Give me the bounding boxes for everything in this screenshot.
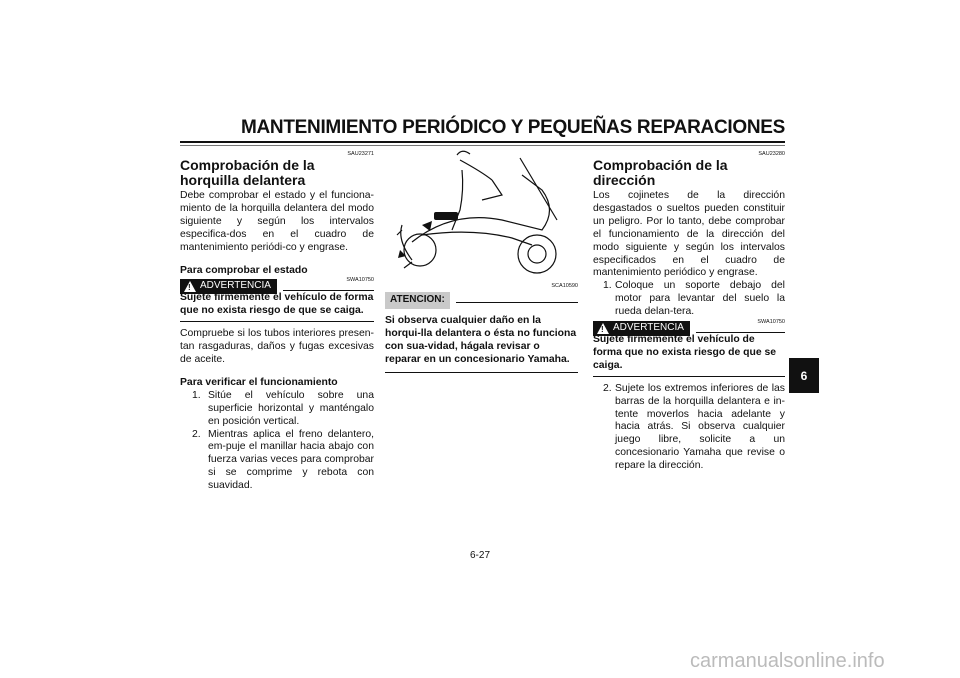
subheading-operation: Para verificar el funcionamiento [180, 376, 338, 388]
page-header-title: MANTENIMIENTO PERIÓDICO Y PEQUEÑAS REPARACIONES [240, 117, 785, 138]
warning-code: SWA10750 [346, 277, 374, 284]
operation-steps [180, 390, 374, 493]
warning-badge: ! ADVERTENCIA [593, 321, 690, 336]
chapter-tab: 6 [789, 358, 819, 393]
watermark: carmanualsonline.info [690, 650, 885, 672]
steering-steps-2 [593, 383, 785, 473]
caution-box [385, 282, 578, 373]
caution-text: Si observa cualquier daño en la horqui-lla delantera o ésta no funciona con sua-vidad, hágala revisar o reparar en un concesionario Yamaha. [385, 315, 578, 373]
warning-triangle-icon: ! [597, 323, 609, 334]
section-code: SAU23280 [758, 151, 785, 157]
section-title-fork: Comprobación de la horquilla delantera [180, 157, 315, 188]
scooter-illustration [392, 150, 580, 278]
page-number: 6-27 [469, 550, 490, 561]
fork-intro: Debe comprobar el estado y el funciona-miento de la horquilla delantera del modo siguiente y según los intervalos especifica-dos en el cuadro de mantenimiento periódi-co y engrase. [180, 190, 374, 253]
steering-intro: Los cojinetes de la dirección desgastados o sueltos pueden constituir un peligro. Por lo tanto, debe comprobar el funcionamiento de la dirección del modo siguiente y según los intervalos especificados en el cuadro de mantenimiento periódico y engrase. [593, 190, 785, 279]
subheading-condition: Para comprobar el estado [180, 264, 308, 276]
warning-box [593, 318, 785, 377]
warning-code: SWA10750 [757, 318, 785, 325]
list-item: 1. Sitúe el vehículo sobre una superficie horizontal y manténgalo en posición vertical. [192, 389, 374, 427]
warning-badge: ! ADVERTENCIA [180, 279, 277, 294]
list-item: 1. Coloque un soporte debajo del motor para levantar del suelo la rueda delan-tera. [603, 280, 785, 318]
list-item: 2. Sujete los extremos inferiores de las barras de la horquilla delantera e in-tente moverlos hacia adelante y hacia atrás. Si observa cualquier juego libre, solicite a un concesionario Yamaha que revise o repare la dirección. [603, 382, 785, 472]
steering-steps-1 [593, 280, 785, 319]
section-title-steering: Comprobación de la dirección [593, 157, 728, 188]
warning-text: Sujete firmemente el vehículo de forma que no exista riesgo de que se caiga. [593, 333, 777, 371]
caution-code: SCA10590 [551, 283, 578, 289]
list-item: 2. Mientras aplica el freno delantero, em-puje el manillar hacia abajo con fuerza varias veces para comprobar si se comprime y rebota con suavidad. [192, 428, 374, 492]
section-code: SAU23271 [347, 151, 374, 157]
header-rule-thin [180, 145, 785, 146]
check-text: Compruebe si los tubos interiores presen-tan rasgaduras, daños y fugas excesivas de aceite. [180, 328, 374, 365]
scooter-fork-check-icon [392, 150, 580, 278]
column-front-fork [180, 150, 374, 493]
header-rule [180, 141, 785, 143]
warning-triangle-icon: ! [184, 281, 196, 292]
warning-box [180, 279, 374, 322]
warning-text: Sujete firmemente el vehículo de forma que no exista riesgo de que se caiga. [180, 292, 374, 317]
caution-badge: ATENCION: [385, 292, 450, 309]
column-steering [593, 150, 785, 473]
